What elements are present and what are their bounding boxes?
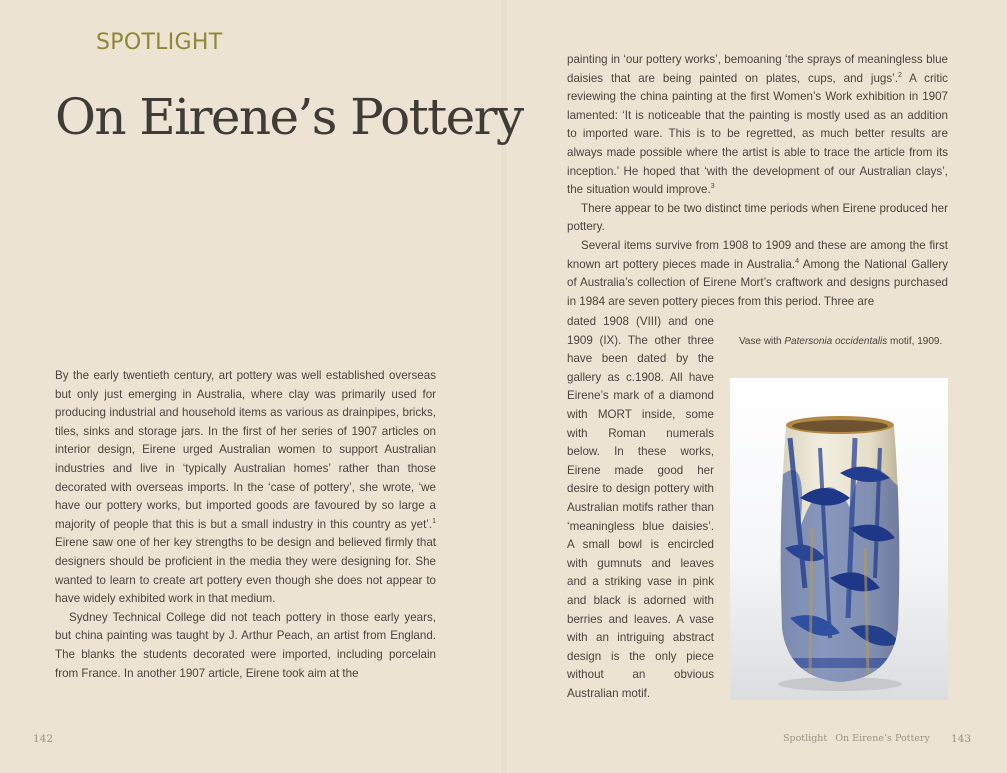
- caption-text: Vase with: [739, 336, 785, 347]
- caption-species: Patersonia occidentalis: [784, 336, 888, 347]
- paragraph-text: A critic reviewing the china painting at the first Women’s Work exhibition in 1907 lamented: ‘It is noticeable that the painting is mostly used as an addition to imported ware. This is to be regretted, as much better results are always made possible where the artist is able to trace the article from its inception.’ He hoped that ‘with the development of our Australian clays’, the situation would improve.: [567, 71, 948, 197]
- vase-illustration: [730, 378, 948, 700]
- page-title: On Eirene’s Pottery: [55, 87, 523, 146]
- caption-text: motif, 1909.: [887, 336, 943, 347]
- running-head: [783, 733, 930, 744]
- paragraph-text: By the early twentieth century, art pottery was well established overseas but only just emerging in Australia, where clay was primarily used for producing industrial and household items as various as drainpipes, bricks, tiles, sinks and storage jars. In the first of her series of 1907 articles on interior design, Eirene urged Australian women to support Australian industries and live in ‘typically Australian homes’ rather than those decorated with overseas imports. In the ‘case of pottery’, she wrote, ‘we have our pottery works, but imported goods are favoured by so large a majority of people that this is but a small industry in this country as yet’.: [55, 369, 436, 531]
- page-number-left: 142: [33, 733, 54, 745]
- footnote-ref: 1: [432, 517, 436, 525]
- paragraph-text: painting in ‘our pottery works’, bemoaning ‘the sprays of meaningless blue daisies that are being painted on plates, cups, and jugs’.: [567, 53, 948, 85]
- footnote-ref: 2: [897, 71, 902, 79]
- running-section: Spotlight: [783, 733, 828, 744]
- page-number-right: 143: [951, 733, 972, 745]
- paragraph: [55, 367, 436, 609]
- paragraph: dated 1908 (VIII) and one 1909 (IX). The other three have been dated by the gallery as c.1908. All have Eirene’s mark of a diamond with MORT inside, some with Roman numerals below. In these works, Eirene made good her desire to design pottery with Australian motifs rather than ‘meaningless blue daisies’. A small bowl is encircled with gumnuts and leaves and a striking vase in pink and black is adorned with berries and leaves. A vase with an intriguing abstract design is the only piece without an obvious Australian motif.: [567, 315, 714, 700]
- paragraph-text: Among the National Gallery of Australia’s collection of Eirene Mort’s craftwork and designs purchased in 1984 are seven pottery pieces from this period. Three are: [567, 257, 948, 308]
- paragraph: There appear to be two distinct time periods when Eirene produced her pottery.: [567, 201, 948, 234]
- footnote-ref: 4: [795, 257, 799, 265]
- paragraph-text: Eirene saw one of her key strengths to be design and believed firmly that designers should be proficient in the media they were designing for. She wanted to learn to create art pottery even though she does not appear to have widely exhibited work in that medium.: [55, 536, 436, 606]
- figure-caption: [739, 334, 954, 350]
- vase-photo: [730, 378, 948, 700]
- vase-opening: [792, 420, 888, 432]
- running-title: On Eirene’s Pottery: [835, 733, 930, 744]
- paragraph: [567, 237, 948, 311]
- right-narrow-column: [567, 313, 714, 703]
- footnote-ref: 3: [710, 183, 715, 191]
- right-column: [567, 51, 948, 311]
- spotlight-label: SPOTLIGHT: [96, 30, 223, 55]
- paragraph: Sydney Technical College did not teach pottery in those early years, but china painting was taught by J. Arthur Peach, an artist from England. The blanks the students decorated were imported, including porcelain from France. In another 1907 article, Eirene took aim at the: [55, 610, 436, 680]
- paragraph-text: Several items survive from 1908 to 1909 and these are among the first known art pottery pieces made in Australia.: [567, 238, 948, 271]
- paragraph: [567, 51, 948, 200]
- left-column: [55, 367, 436, 683]
